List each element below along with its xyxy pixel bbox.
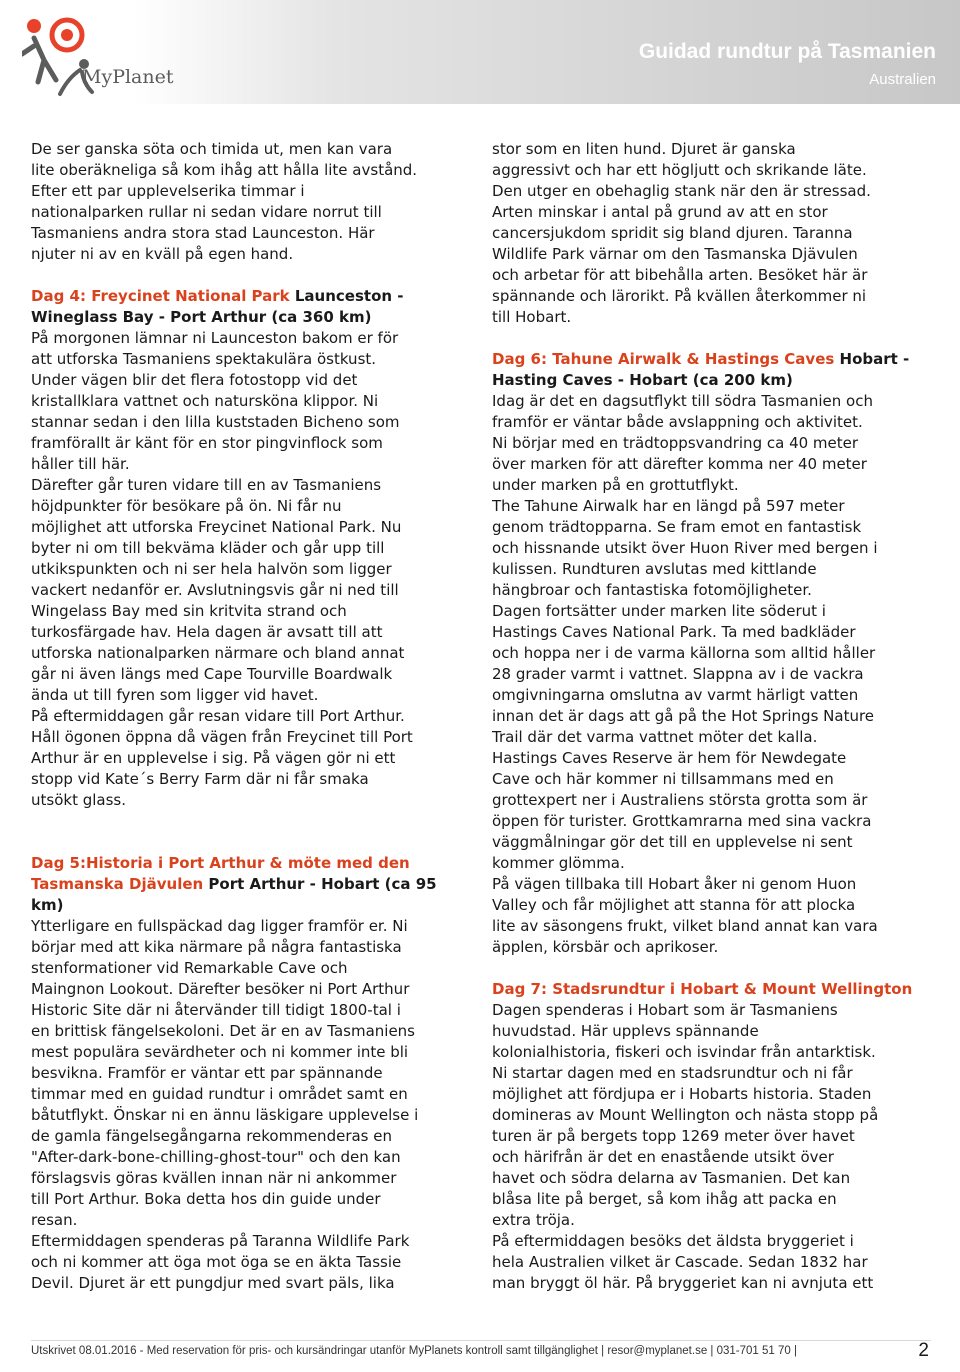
document-title: Guidad rundtur på Tasmanien [638, 40, 936, 63]
text-line: Ni startar dagen med en stadsrundtur och ni får [492, 1064, 853, 1082]
text-line: kommer glömma. [492, 854, 625, 872]
heading-line [31, 853, 476, 874]
text-line: de gamla fängelsegångarna rekommenderas en [31, 1127, 392, 1145]
text-line: Dagen spenderas i Hobart som är Tasmaniens [492, 1001, 838, 1019]
text-line: och ni kommer att öga mot öga se en äkta Tassie [31, 1253, 402, 1271]
text-line: Wildlife Park värnar om den Tasmanska Djävulen [492, 245, 858, 263]
text-line: och härifrån är det en enastående utsikt över [492, 1148, 834, 1166]
text-line: nationalparken rullar ni sedan vidare norrut till [31, 203, 382, 221]
text-line: framför er väntar både avslappning och aktivitet. [492, 413, 863, 431]
text-line: På vägen tillbaka till Hobart åker ni genom Huon [492, 875, 857, 893]
text-line: över marken för att därefter komma ner 40 meter [492, 455, 867, 473]
heading-line [492, 979, 932, 1000]
text-line: huvudstad. Här upplevs spännande [492, 1022, 759, 1040]
text-line: Historic Site där ni återvänder till tidigt 1800-tal i [31, 1001, 401, 1019]
footer-divider [31, 1340, 931, 1341]
text-line: Idag är det en dagsutflykt till södra Tasmanien och [492, 392, 873, 410]
text-line: stannar sedan i den lilla kuststaden Bicheno som [31, 413, 400, 431]
text-line: och hoppa ner i de varma källorna som alltid håller [492, 644, 876, 662]
text-line: Cave och här kommer ni tillsammans med en [492, 770, 834, 788]
text-line: man bryggt öl här. På bryggeriet kan ni avnjuta ett [492, 1274, 874, 1292]
text-line: Arthur är en upplevelse i sig. På vägen gör ni ett [31, 749, 396, 767]
text-line: Wingelass Bay med sin kritvita strand och [31, 602, 347, 620]
text-line: lite oberäkneliga så kom ihåg att hålla lite avstånd. [31, 161, 418, 179]
heading-line [31, 895, 476, 916]
text-line: Håll ögonen öppna då vägen från Freycinet till Port [31, 728, 413, 746]
text-line: stor som en liten hund. Djuret är ganska [492, 140, 796, 158]
text-line: "After-dark-bone-chilling-ghost-tour" och den kan [31, 1148, 401, 1166]
text-line: båtutflykt. Önskar ni en ännu läskigare upplevelse i [31, 1106, 419, 1124]
text-line: Eftermiddagen spenderas på Taranna Wildlife Park [31, 1232, 410, 1250]
day7-text [492, 1000, 932, 1294]
text-line: till Hobart. [492, 308, 572, 326]
text-line: extra tröja. [492, 1211, 575, 1229]
day-title: Tasmanska Djävulen [31, 875, 209, 893]
text-line: På eftermiddagen går resan vidare till Port Arthur. [31, 707, 405, 725]
day5-heading [31, 853, 476, 916]
text-line: stopp vid Kate´s Berry Farm där ni får smaka [31, 770, 369, 788]
text-line: börjar med att kika närmare på några fantastiska [31, 938, 402, 956]
text-line: hela Australien vilket är Cascade. Sedan 1832 har [492, 1253, 868, 1271]
text-line: Devil. Djuret är ett pungdjur med svart päls, lika [31, 1274, 395, 1292]
text-line: ända ut till fyren som ligger vid havet. [31, 686, 319, 704]
text-line: möjlighet att utforska Freycinet National Park. Nu [31, 518, 402, 536]
route-text: Port Arthur - Hobart (ca 95 [208, 875, 437, 893]
text-line: spännande och lärorikt. På kvällen återkommer ni [492, 287, 867, 305]
text-line: omgivningarna omslutna av varmt härligt vatten [492, 686, 859, 704]
text-line: en brittisk fängelsekoloni. Det är en av Tasmaniens [31, 1022, 415, 1040]
text-line: hängbroar och fantastiska fotomöjligheter. [492, 581, 812, 599]
text-line: Hastings Caves Reserve är hem för Newdegate [492, 749, 847, 767]
text-line: njuter ni av en kväll på egen hand. [31, 245, 294, 263]
text-line: mest populära sevärdheter och ni kommer inte bli [31, 1043, 409, 1061]
text-line: havet och södra delarna av Tasmanien. Det kan [492, 1169, 851, 1187]
text-line: och hissnande utsikt över Huon River med bergen i [492, 539, 878, 557]
text-line: Maingnon Lookout. Därefter besöker ni Port Arthur [31, 980, 410, 998]
left-column [31, 139, 476, 1294]
day6-text [492, 391, 932, 958]
text-line: Dagen fortsätter under marken lite söderut i [492, 602, 826, 620]
continued-paragraph [492, 139, 932, 328]
text-line: Trail där det varma vattnet möter det kalla. [492, 728, 818, 746]
text-line: vackert nedanför er. Avslutningsvis går ni ned till [31, 581, 399, 599]
text-line: lite av säsongens frukt, vilket bland annat kan vara [492, 917, 878, 935]
text-line: innan det är dags att gå på the Hot Springs Nature [492, 707, 875, 725]
logo-text: MyPlanet [82, 66, 174, 88]
day4-text [31, 328, 476, 811]
text-line: Den utger en obehaglig stank när den är stressad. [492, 182, 871, 200]
route-text: Hasting Caves - Hobart (ca 200 km) [492, 371, 793, 389]
text-line: turkosfärgade hav. Hela dagen är avsatt till att [31, 623, 383, 641]
text-line: utsökt glass. [31, 791, 126, 809]
text-line: Tasmaniens andra stora stad Launceston. Här [31, 224, 375, 242]
text-line: väggmålningar gör det till en upplevelse ni sent [492, 833, 853, 851]
day-title: Dag 6: Tahune Airwalk & Hastings Caves [492, 350, 840, 368]
text-line: kulissen. Rundturen avslutas med kittlande [492, 560, 817, 578]
text-line: stenformationer vid Remarkable Cave och [31, 959, 348, 977]
page-header [0, 0, 960, 104]
text-line: På eftermiddagen besöks det äldsta bryggeriet i [492, 1232, 854, 1250]
text-line: kristallklara vattnet och natursköna klippor. Ni [31, 392, 379, 410]
day-title: Dag 7: Stadsrundtur i Hobart & Mount Wellington [492, 980, 913, 998]
text-line: till Port Arthur. Boka detta hos din guide under [31, 1190, 381, 1208]
text-line: cancersjukdom spridit sig bland djuren. Taranna [492, 224, 853, 242]
heading-line [31, 874, 476, 895]
text-line: De ser ganska söta och timida ut, men kan vara [31, 140, 393, 158]
text-line: öppen för turister. Grottkamrarna med sina vackra [492, 812, 872, 830]
text-line: Därefter går turen vidare till en av Tasmaniens [31, 476, 382, 494]
text-line: aggressivt och har ett högljutt och skrikande läte. [492, 161, 867, 179]
text-line: håller till här. [31, 455, 130, 473]
day-title: Dag 4: Freycinet National Park [31, 287, 295, 305]
footer-text: Utskrivet 08.01.2016 - Med reservation för pris- och kursändringar utanför MyPlanets kontroll samt tillgänglighet | resor@myplanet.se | 031-701 51 70 | [31, 1345, 797, 1357]
heading-line [31, 286, 476, 307]
text-line: The Tahune Airwalk har en längd på 597 meter [492, 497, 845, 515]
route-text: Wineglass Bay - Port Arthur (ca 360 km) [31, 308, 372, 326]
text-line: Valley och får möjlighet att stanna för att plocka [492, 896, 856, 914]
text-line: utforska nationalparken närmare och bland annat [31, 644, 405, 662]
day6-heading [492, 349, 932, 391]
text-line: utkikspunkten och ni ser hela halvön som ligger [31, 560, 392, 578]
text-line: byter ni om till bekväma kläder och går upp till [31, 539, 385, 557]
text-line: att utforska Tasmaniens spektakulära östkust. [31, 350, 377, 368]
text-line: Under vägen blir det flera fotostopp vid det [31, 371, 358, 389]
heading-line [492, 349, 932, 370]
text-line: blåsa lite på berget, så kom ihåg att packa en [492, 1190, 837, 1208]
day-title: Dag 5:Historia i Port Arthur & möte med den [31, 854, 410, 872]
text-line: Arten minskar i antal på grund av att en stor [492, 203, 828, 221]
document-subtitle: Australien [869, 71, 936, 88]
text-line: resan. [31, 1211, 78, 1229]
text-line: förslagsvis göras kvällen innan när ni ankommer [31, 1169, 397, 1187]
day5-text [31, 916, 476, 1294]
text-line: äpplen, körsbär och aprikoser. [492, 938, 719, 956]
text-line: Hastings Caves National Park. Ta med badkläder [492, 623, 856, 641]
text-line: besvikna. Framför er väntar ett par spännande [31, 1064, 383, 1082]
heading-line [31, 307, 476, 328]
day4-heading [31, 286, 476, 328]
route-text: km) [31, 896, 64, 914]
text-line: Ni börjar med en trädtoppsvandring ca 40 meter [492, 434, 859, 452]
route-text: Launceston - [294, 287, 404, 305]
text-line: turen är på bergets topp 1269 meter över havet [492, 1127, 855, 1145]
right-column [492, 139, 932, 1294]
heading-line [492, 370, 932, 391]
text-line: går ni även längs med Cape Tourville Boardwalk [31, 665, 393, 683]
text-line: timmar med en guidad rundtur i området samt en [31, 1085, 408, 1103]
text-line: och arbetar för att bibehålla arten. Besöket här är [492, 266, 868, 284]
intro-paragraph [31, 139, 476, 265]
text-line: domineras av Mount Wellington och nästa stopp på [492, 1106, 879, 1124]
text-line: genom trädtopparna. Se fram emot en fantastisk [492, 518, 862, 536]
page-number: 2 [918, 1340, 929, 1361]
text-line: Efter ett par upplevelserika timmar i [31, 182, 305, 200]
text-line: grottexpert ner i Australiens största grotta som är [492, 791, 868, 809]
route-text: Hobart - [839, 350, 910, 368]
day7-heading [492, 979, 932, 1000]
text-line: höjdpunkter för besökare på ön. Ni får nu [31, 497, 342, 515]
text-line: På morgonen lämnar ni Launceston bakom er för [31, 329, 399, 347]
text-line: framförallt är känt för en stor pingvinflock som [31, 434, 383, 452]
text-line: Ytterligare en fullspäckad dag ligger framför er. Ni [31, 917, 408, 935]
text-line: möjlighet att fördjupa er i Hobarts historia. Staden [492, 1085, 872, 1103]
text-line: kolonialhistoria, fiskeri och isvindar från antarktisk. [492, 1043, 876, 1061]
text-line: 28 grader varmt i vattnet. Slappna av i de vackra [492, 665, 864, 683]
text-line: under marken på en grottutflykt. [492, 476, 739, 494]
